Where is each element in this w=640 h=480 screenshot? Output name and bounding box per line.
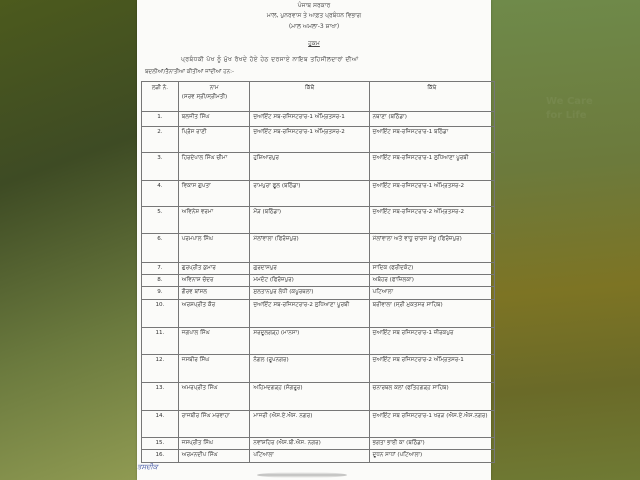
cell-from: ਪਟਿਆਲਾ — [250, 450, 369, 463]
cell-num: 9. — [142, 287, 179, 300]
header-branch: (ਮਾਲ ਅਮਲਾ-3 ਸ਼ਾਖਾ) — [288, 23, 340, 30]
cell-to: ਜੁਆਇੰਟ ਸਬ ਰਜਿਸਟਰਾਰ-1 ਜ਼ੀਰਕਪੁਰ — [369, 328, 494, 355]
cell-num: 16. — [142, 450, 179, 463]
cell-from: ਮਾਜਰੀ (ਐਸ.ਏ.ਐਸ. ਨਗਰ) — [250, 411, 369, 438]
cell-num: 3. — [142, 153, 179, 181]
cell-to: ਮੱਲਾਂਵਾਲਾ ਅਤੇ ਵਾਧੂ ਚਾਰਜ ਮੱਖੂ (ਫਿਰੋਜ਼ਪੁਰ) — [369, 234, 494, 263]
cell-to: ਜੁਆਇੰਟ ਸਬ ਰਜਿਸਟਰਾਰ-2 ਅੰਮ੍ਰਿਤਸਰ-1 — [369, 355, 494, 383]
cell-num: 11. — [142, 328, 179, 355]
cell-num: 12. — [142, 355, 179, 383]
cell-from: ਨਵਾਂਸ਼ਹਿਰ (ਐਸ.ਬੀ.ਐਸ. ਨਗਰ) — [250, 438, 369, 450]
cell-to: ਜੁਆਇੰਟ ਸਬ-ਰਜਿਸਟਰਾਰ-1 ਲੁਧਿਆਣਾ ਪੂਰਬੀ — [369, 153, 494, 181]
table-row — [142, 355, 495, 383]
cell-from: ਅਹਿਮਦਗੜ੍ਹ (ਸੰਗਰੂਰ) — [250, 383, 369, 411]
cell-num: 6. — [142, 234, 179, 263]
table-row — [142, 411, 495, 438]
cell-num: 15. — [142, 438, 179, 450]
table-row — [142, 300, 495, 328]
intro-line-1: ਪ੍ਰਬੰਧਕੀ ਪੱਖ ਨੂੰ ਮੁੱਖ ਰੱਖਦੇ ਹੋਏ ਹੇਠ ਦਰਸਾਏ ਨਾਇਬ ਤਹਿਸੀਲਦਾਰਾਂ ਦੀਆਂ — [181, 56, 359, 63]
cell-num: 7. — [142, 263, 179, 275]
cell-to: ਚਨਾਰਥਲ ਕਲਾਂ (ਫਤਿਹਗੜ੍ਹ ਸਾਹਿਬ) — [369, 383, 494, 411]
paper-fold-shadow — [257, 472, 347, 478]
cell-from: ਰਾਮਪੁਰਾ ਫੂਲ (ਬਠਿੰਡਾ) — [250, 181, 369, 207]
cell-num: 14. — [142, 411, 179, 438]
cell-name: ਜਸਪ੍ਰੀਤ ਸਿੰਘ — [178, 438, 250, 450]
cell-to: ਜੁਆਇੰਟ ਸਬ ਰਜਿਸਟਰਾਰ-1 ਖਰੜ (ਐਸ.ਏ.ਐਸ.ਨਗਰ) — [369, 411, 494, 438]
table-row — [142, 234, 495, 263]
table-row — [142, 328, 495, 355]
header-department: ਮਾਲ, ਪੁਨਰਵਾਸ ਤੇ ਆਫ਼ਤ ਪ੍ਰਬੰਧਨ ਵਿਭਾਗ — [266, 12, 362, 19]
table-row — [142, 207, 495, 234]
document-page — [137, 0, 491, 480]
cell-from: ਜੁਆਇੰਟ ਸਬ-ਰਜਿਸਟਰਾਰ-1 ਅੰਮ੍ਰਿਤਸਰ-2 — [250, 127, 369, 153]
header-name-sub: (ਸਰਵ ਸ੍ਰੀ/ਸ੍ਰੀਮਤੀ) — [181, 94, 228, 100]
signature — [137, 463, 197, 480]
table-row — [142, 275, 495, 287]
intro-line-2: ਬਦਲੀਆਂ/ਤੈਨਾਤੀਆਂ ਕੀਤੀਆਂ ਜਾਂਦੀਆਂ ਹਨ:- — [145, 69, 234, 75]
cell-name: ਪਰਮਪਾਲ ਸਿੰਘ — [178, 234, 250, 263]
signature-text: ਤਸਦੀਕ — [137, 463, 158, 471]
cell-to: ਜੁਆਇੰਟ ਸਬ-ਰਜਿਸਟਰਾਰ-1 ਅੰਮ੍ਰਿਤਸਰ-2 — [369, 181, 494, 207]
header-government: ਪੰਜਾਬ ਸਰਕਾਰ — [297, 2, 331, 9]
header-to: ਕਿੱਥੇ — [369, 82, 494, 112]
cell-from: ਸਰਦੂਲਗੜ੍ਹ (ਮਾਨਸਾ) — [250, 328, 369, 355]
order-title: ਹੁਕਮ — [308, 40, 320, 47]
cell-to: ਦੂਧਨ ਸਾਧਾਂ (ਪਟਿਆਲਾ) — [369, 450, 494, 463]
cell-from: ਨੰਗਲ (ਰੂਪਨਗਰ) — [250, 355, 369, 383]
table-row — [142, 450, 495, 463]
sign-text: We Care — [546, 96, 593, 107]
cell-num: 2. — [142, 127, 179, 153]
cell-name: ਅਮਰਪ੍ਰੀਤ ਸਿੰਘ — [178, 383, 250, 411]
cell-num: 10. — [142, 300, 179, 328]
cell-to: ਪਟਿਆਲਾ — [369, 287, 494, 300]
cell-num: 4. — [142, 181, 179, 207]
cell-from: ਜੁਆਇੰਟ ਸਬ-ਰਜਿਸਟਰਾਰ-1 ਅੰਮ੍ਰਿਤਸਰ-1 — [250, 112, 369, 127]
cell-to: ਸਾਦਿਕ (ਫਰੀਦਕੋਟ) — [369, 263, 494, 275]
cell-from: ਸੁਲਤਾਨਪੁਰ ਲੋਧੀ (ਕਪੂਰਥਲਾ) — [250, 287, 369, 300]
header-from: ਕਿੱਥੋਂ — [250, 82, 369, 112]
cell-name: ਅਰਸ਼ਪ੍ਰੀਤ ਕੌਰ — [178, 300, 250, 328]
cell-name: ਗੁਰਪ੍ਰੀਤ ਕੁਮਾਰ — [178, 263, 250, 275]
cell-name: ਗੌਰਵ ਬਾਂਸਲ — [178, 287, 250, 300]
cell-to: ਭਗਤਾ ਭਾਈ ਕਾ (ਬਠਿੰਡਾ) — [369, 438, 494, 450]
table-row — [142, 383, 495, 411]
cell-from: ਮਮਦੋਟ (ਫਿਰੋਜ਼ਪੁਰ) — [250, 275, 369, 287]
background-left — [0, 0, 137, 480]
cell-from: ਗੁਰਦਾਸਪੁਰ — [250, 263, 369, 275]
cell-name: ਜਸਬੀਰ ਸਿੰਘ — [178, 355, 250, 383]
cell-num: 8. — [142, 275, 179, 287]
table-row — [142, 181, 495, 207]
cell-from: ਜੁਆਇੰਟ ਸਬ-ਰਜਿਸਟਰਾਰ-2 ਲੁਧਿਆਣਾ ਪੂਰਬੀ — [250, 300, 369, 328]
cell-name: ਪ੍ਰਿੰਸ ਰਾਣੀ — [178, 127, 250, 153]
cell-name: ਰਾਜਬੀਰ ਸਿੰਘ ਮਰਵਾਹਾ — [178, 411, 250, 438]
cell-from: ਮੌੜ (ਬਠਿੰਡਾ) — [250, 207, 369, 234]
cell-name: ਅਰਮਨਦੀਪ ਸਿੰਘ — [178, 450, 250, 463]
cell-name: ਬਲਜੀਤ ਸਿੰਘ — [178, 112, 250, 127]
cell-name: ਜਗਪਾਲ ਸਿੰਘ — [178, 328, 250, 355]
background-right — [491, 0, 640, 480]
cell-to: ਅਬੋਹਰ (ਫਾਜ਼ਿਲਕਾ) — [369, 275, 494, 287]
table-row — [142, 263, 495, 275]
cell-to: ਜੁਆਇੰਟ ਸਬ-ਰਜਿਸਟਰਾਰ-2 ਅੰਮ੍ਰਿਤਸਰ-2 — [369, 207, 494, 234]
cell-to: ਜੁਆਇੰਟ ਸਬ-ਰਜਿਸਟਰਾਰ-1 ਬਠਿੰਡਾ — [369, 127, 494, 153]
header-num: ਲੜੀ ਨੰ. — [142, 82, 179, 112]
cell-from: ਹੁਸ਼ਿਆਰਪੁਰ — [250, 153, 369, 181]
cell-name: ਵਿਕਾਸ ਗੁਪਤਾ — [178, 181, 250, 207]
background-sign — [546, 95, 626, 135]
table-row — [142, 153, 495, 181]
transfer-table — [141, 81, 495, 463]
header-name — [178, 82, 250, 112]
cell-from: ਮੱਲਾਂਵਾਲਾ (ਫਿਰੋਜ਼ਪੁਰ) — [250, 234, 369, 263]
table-row — [142, 127, 495, 153]
cell-to: ਨਥਾਣਾ (ਬਠਿੰਡਾ) — [369, 112, 494, 127]
cell-name: ਅਵਿਨੇਸ਼ ਵਰਮਾ — [178, 207, 250, 234]
table-row — [142, 112, 495, 127]
table-row — [142, 287, 495, 300]
cell-name: ਅਵਿਨਾਸ਼ ਚੰਦਰ — [178, 275, 250, 287]
cell-num: 5. — [142, 207, 179, 234]
table-row — [142, 438, 495, 450]
cell-num: 13. — [142, 383, 179, 411]
sign-text: for Life — [546, 110, 587, 121]
cell-num: 1. — [142, 112, 179, 127]
cell-to: ਬਰੀਵਾਲਾ (ਸ੍ਰੀ ਮੁਕਤਸਰ ਸਾਹਿਬ) — [369, 300, 494, 328]
header-name-label: ਨਾਮ — [209, 85, 219, 91]
cell-name: ਹਿਰਦੇਪਾਲ ਸਿੰਘ ਚੀਮਾ — [178, 153, 250, 181]
table-header-row — [142, 82, 495, 112]
